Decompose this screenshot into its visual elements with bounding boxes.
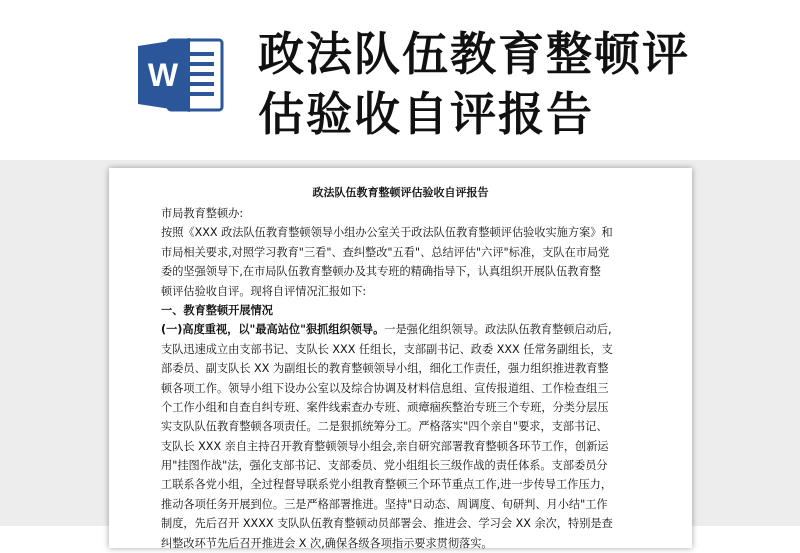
paragraph-line: 实支队队伍教育整顿各项责任。二是狠抓统筹分工。严格落实"四个亲自"要求，支部书记、 (161, 420, 608, 434)
word-logo-letter: W (147, 57, 179, 93)
document-page (109, 168, 692, 548)
headline-line-1: 政法队伍教育整顿评 (258, 27, 690, 81)
paragraph-line: 委的坚强领导下,在市局队伍教育整顿办及其专班的精确指导下，认真组织开展队伍教育整 (161, 265, 601, 279)
paragraph-line: 工联系各党小组，全过程督导联系党小组教育整顿三个环节重点工作,进一步传导工作压力， (161, 478, 613, 492)
paragraph-line: 顿评估验收自评。现将自评情况汇报如下: (161, 284, 367, 298)
greeting-line: 市局教育整顿办: (161, 207, 244, 220)
subsection-line (161, 320, 651, 339)
paragraph-line: 个工作小组和自查自纠专班、案件线索查办专班、顽瘴痼疾整治专班三个专班，分类分层压 (161, 400, 609, 414)
paragraph-line: 用"挂图作战"法，强化支部书记、支部委员、党小组组长三级作战的责任体系。支部委员分 (161, 459, 608, 473)
document-title: 政法队伍教育整顿评估验收自评报告 (312, 186, 489, 199)
paragraph-line: 推动各项任务开展到位。三是严格部署推进。坚持"日动态、周调度、旬研判、月小结"工作 (161, 497, 608, 511)
word-document-icon (138, 36, 224, 114)
headline-line-2: 估验收自评报告 (258, 87, 594, 141)
paragraph-line: 纠整改环节先后召开推进会 X 次,确保各级各项指示要求贯彻落实。 (161, 536, 493, 550)
page-headline (258, 24, 728, 144)
paragraph-line: 部委员、副支队长 XX 为副组长的教育整顿领导小组，细化工作责任，强力组织推进教育整 (161, 362, 609, 376)
subsection-text: 一是强化组织领导。政法队伍教育整顿启动后, (384, 323, 612, 337)
paragraph-line: 市局相关要求,对照学习教育"三看"、查纠整改"五看"、总结评估"六评"标准，支队在市局党 (161, 245, 610, 259)
paragraph-line: 支队长 XXX 亲自主持召开教育整顿领导小组会,亲自研究部署教育整顿各环节工作，创新运 (161, 439, 609, 453)
paragraph-line: 顿各项工作。领导小组下设办公室以及综合协调及材料信息组、宣传报道组、工作检查组三 (161, 381, 609, 395)
subsection-heading: (一)高度重视，以"最高站位"狠抓组织领导。 (161, 323, 385, 337)
section-heading: 一、教育整顿开展情况 (161, 303, 273, 317)
banner (0, 0, 800, 160)
paragraph-line: 按照《XXX 政法队伍教育整顿领导小组办公室关于政法队伍教育整顿评估验收实施方案》和 (161, 226, 613, 240)
document-body (161, 204, 651, 553)
paragraph-line: 支队迅速成立由支部书记、支队长 XXX 任组长，支部副书记、政委 XXX 任常务副组长，支 (161, 342, 613, 356)
paragraph-line: 制度，先后召开 XXXX 支队队伍教育整顿动员部署会、推进会、学习会 XX 余次，特别是查 (161, 517, 613, 531)
